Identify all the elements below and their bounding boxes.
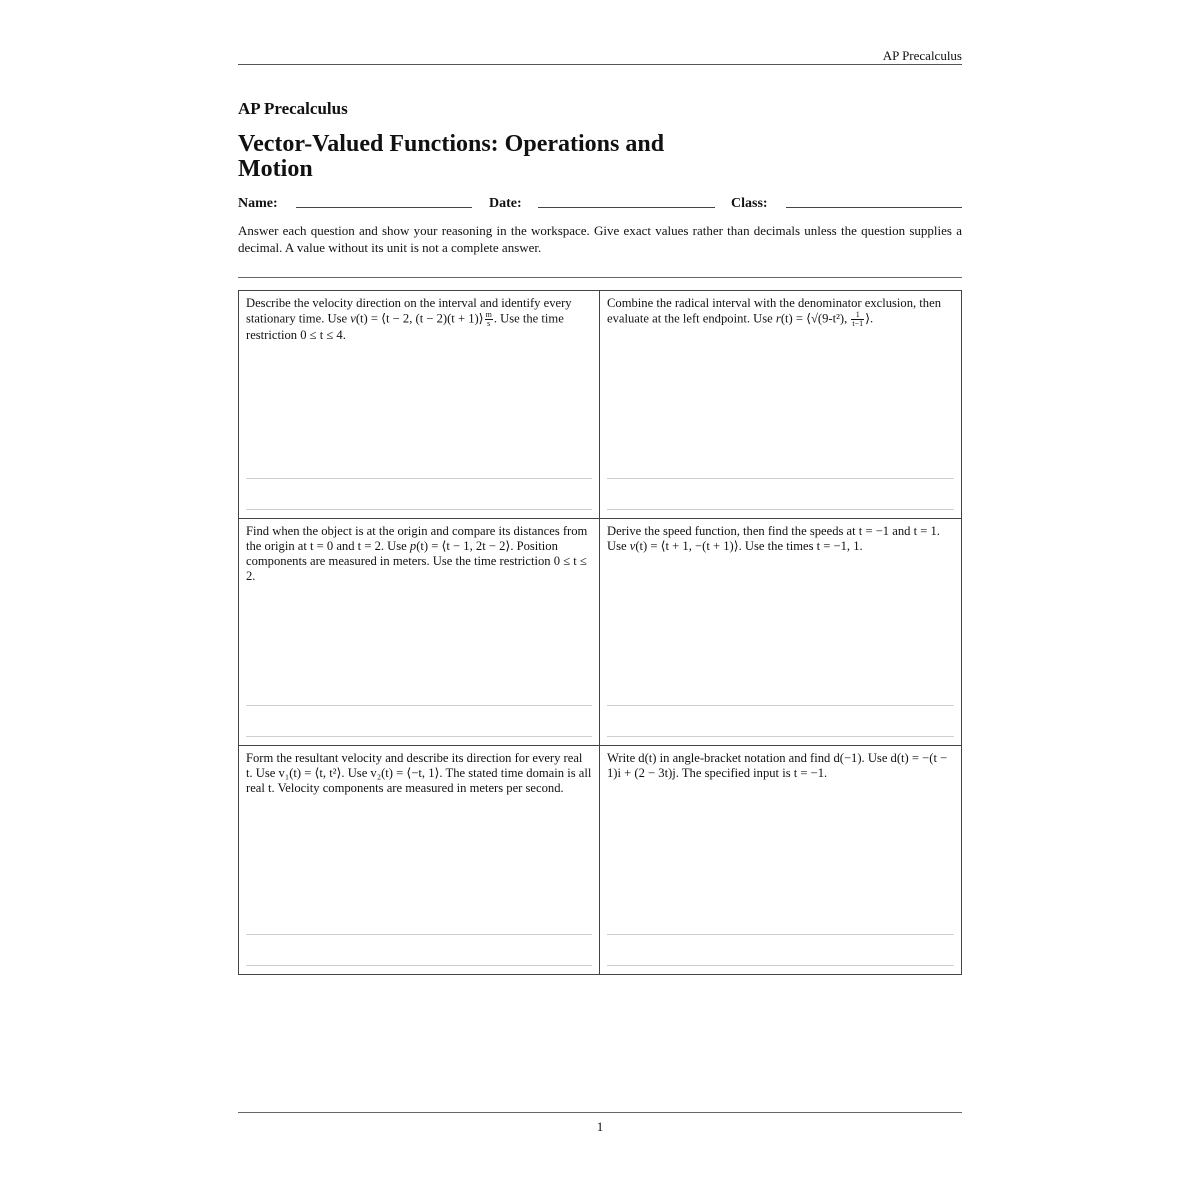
question-prompt: Find when the object is at the origin and compare its distances from the origin at t = 0 and t = 2. Use p(t) = ⟨t − 1, 2t − 2⟩. Position components are measured in meters. Use the time restriction 0 ≤ t ≤ 2. (246, 523, 588, 583)
name-field[interactable] (296, 207, 472, 208)
question-cell (239, 519, 600, 747)
instructions: Answer each question and show your reasoning in the workspace. Give exact values rather than decimals unless the question supplies a decimal. A value without its unit is not a complete answer. (238, 223, 962, 255)
question-prompt: Derive the speed function, then find the speeds at t = −1 and t = 1. Use v(t) = ⟨t + 1, −(t + 1)⟩. Use the times t = −1, 1. (607, 523, 940, 553)
answer-line[interactable] (246, 934, 592, 935)
answer-line[interactable] (607, 705, 954, 706)
answer-line[interactable] (607, 478, 954, 479)
question-prompt: Form the resultant velocity and describe its direction for every real t. Use v₁(t) = ⟨t, t²⟩. Use v₂(t) = ⟨−t, 1⟩. The stated time domain is all real t. Velocity components are measured in meters per second. (246, 751, 592, 796)
question-cell (239, 746, 600, 974)
student-info-row (238, 196, 962, 216)
footer-rule (238, 1112, 962, 1113)
date-field[interactable] (538, 207, 715, 208)
worksheet-page (238, 0, 962, 1200)
answer-line[interactable] (246, 478, 592, 479)
answer-line[interactable] (607, 736, 954, 737)
page-number: 1 (596, 1119, 604, 1134)
date-label: Date: (489, 196, 522, 211)
course-label: AP Precalculus (238, 99, 348, 118)
unit-fraction: $\frac{m}{s}$ (485, 310, 492, 328)
answer-line[interactable] (246, 965, 592, 966)
question-cell (600, 291, 961, 519)
instructions-rule (238, 277, 962, 278)
name-label: Name: (238, 196, 278, 211)
class-field[interactable] (786, 207, 962, 208)
header-rule (238, 64, 962, 65)
answer-line[interactable] (246, 509, 592, 510)
question-prompt: Describe the velocity direction on the interval and identify every stationary time. Use v(t) = ⟨t − 2, (t − 2)(t + 1)⟩ $\frac{m}{s}$ . Use the time restriction 0 ≤ t ≤ 4. (246, 296, 572, 342)
running-header: AP Precalculus (882, 48, 962, 63)
answer-line[interactable] (607, 934, 954, 935)
question-prompt: Combine the radical interval with the denominator exclusion, then evaluate at the left endpoint. Use r(t) = ⟨√(9-t²), $\frac{1}{t-1}$ ⟩. (607, 296, 941, 328)
answer-line[interactable] (607, 509, 954, 510)
question-cell (239, 291, 600, 519)
answer-line[interactable] (246, 736, 592, 737)
fraction: $\frac{1}{t-1}$ (852, 310, 864, 328)
question-cell (600, 746, 961, 974)
class-label: Class: (731, 196, 768, 211)
question-prompt: Write d(t) in angle-bracket notation and find d(−1). Use d(t) = −(t − 1)i + (2 − 3t)j. The specified input is t = −1. (607, 751, 948, 781)
question-cell (600, 519, 961, 747)
answer-line[interactable] (607, 965, 954, 966)
answer-line[interactable] (246, 705, 592, 706)
worksheet-title: Vector-Valued Functions: Operations and Motion (238, 131, 665, 182)
question-grid (238, 290, 962, 975)
